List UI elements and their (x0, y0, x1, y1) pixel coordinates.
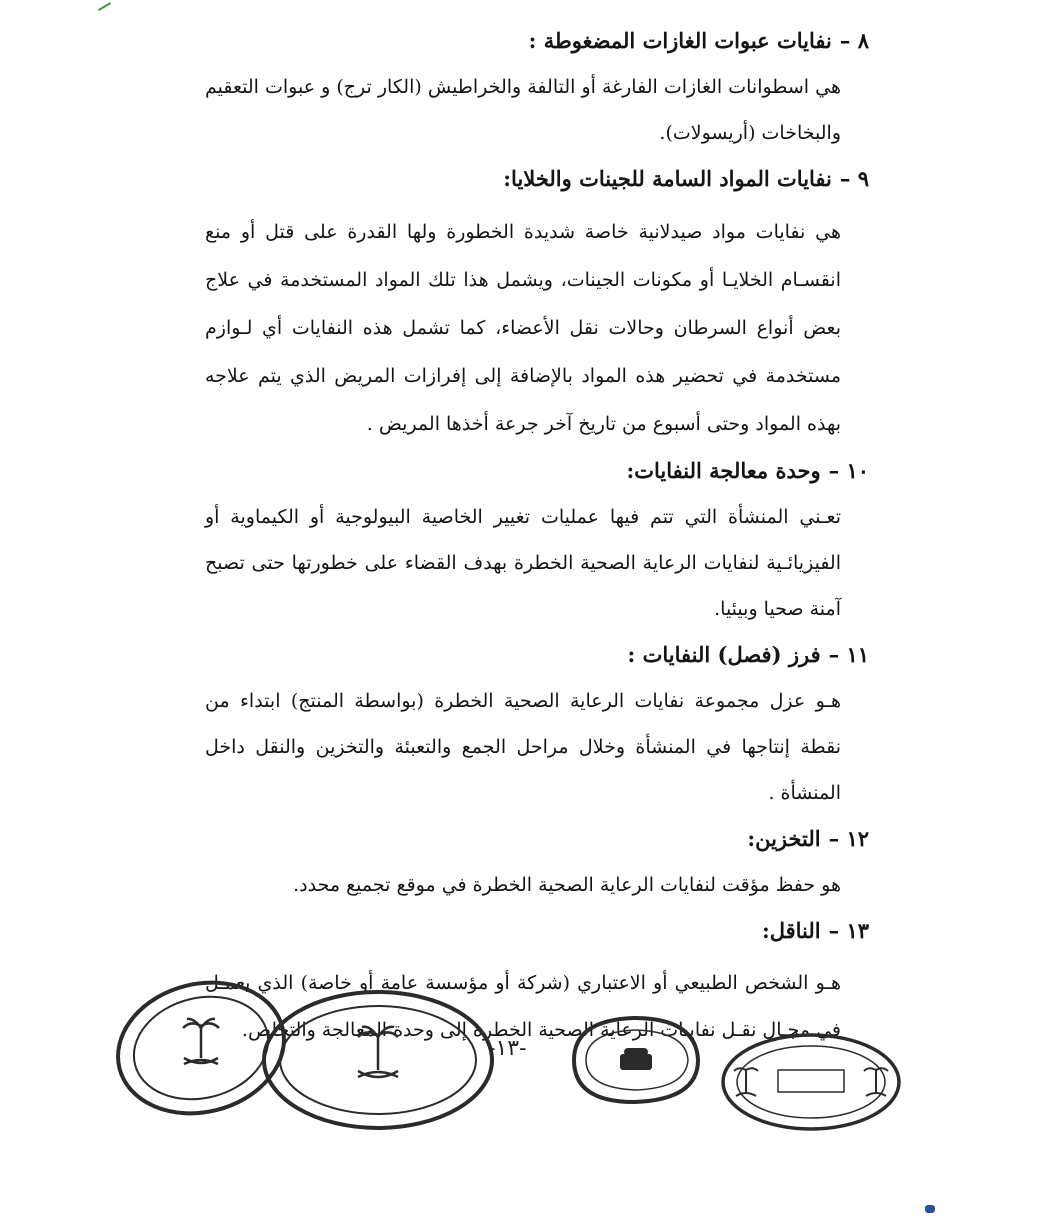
section-heading (205, 18, 869, 64)
stamp-shura-council (560, 1012, 710, 1107)
section-paragraph: هـو الشخص الطبيعي أو الاعتباري (شركة أو مؤسسة عامة أو خاصة) الذي يعمـل في مجـال نقـل نفايـات الرعاية الصحية الخطرة إلى وحدة المعالجة والتخلص. (205, 972, 841, 1041)
section-paragraph: هي نفايات مواد صيدلانية خاصة شديدة الخطورة ولها القدرة على قتل أو منع انقسـام الخلايـا أو مكونات الجينات، ويشمل هذا تلك المواد المستخدمة في علاج بعض أنواع السرطان وحالات نقل الأعضاء، كما تشمل هذه النفايات أي لـوازم مستخدمة في تحضير هذه المواد بالإضافة إلى إفرازات المريض الذي يتم علاجه بهذه المواد وحتى أسبوع من تاريخ آخر جرعة أخذها المريض . (205, 221, 841, 435)
section-title: نفايات المواد السامة للجينات والخلايا: (503, 166, 832, 191)
section-paragraph: هي اسطوانات الغازات الفارغة أو التالفة والخراطيش (الكار ترج) و عبوات التعقيم والبخاخات (أريسولات). (205, 76, 841, 144)
section-paragraph: تعـني المنشأة التي تتم فيها عمليات تغيير الخاصية البيولوجية أو الكيماوية أو الفيزيائـية لنفايات الرعاية الصحية الخطرة بهدف القضاء على خطورتها حتى تصبح آمنة صحيا وبيئيا. (205, 506, 841, 620)
stamp-diwan-presidency (718, 1030, 904, 1134)
corner-ink-mark (925, 1205, 935, 1213)
section-11 (205, 632, 869, 816)
section-title: نفايات عبوات الغازات المضغوطة : (528, 28, 832, 53)
section-paragraph: هـو عزل مجموعة نفايات الرعاية الصحية الخطرة (بواسطة المنتج) ابتداء من نقطة إنتاجها في المنشأة وخلال مراحل الجمع والتعبئة والتخزين والنقل داخل المنشأة . (205, 690, 841, 804)
document-body (205, 18, 869, 1054)
section-number: ٩ – (839, 166, 869, 191)
stamp-council-secretariat (112, 978, 290, 1118)
section-heading (205, 908, 869, 954)
stamp-experts-commission (258, 985, 498, 1135)
page-number: -١٣- (488, 1036, 527, 1061)
corner-tick-mark (95, 0, 111, 11)
section-12 (205, 816, 869, 908)
palm-swords-emblem-icon (183, 1019, 219, 1064)
section-8 (205, 18, 869, 156)
section-heading (205, 448, 869, 494)
section-number: ١٠ – (828, 458, 869, 483)
section-9 (205, 156, 869, 448)
building-icon (620, 1048, 652, 1070)
section-number: ٨ – (839, 28, 869, 53)
section-title: التخزين: (747, 826, 821, 851)
section-heading (205, 156, 869, 202)
section-10 (205, 448, 869, 632)
section-number: ١١ – (828, 642, 869, 667)
section-number: ١٢ – (828, 826, 869, 851)
section-number: ١٣ – (828, 918, 869, 943)
section-paragraph: هو حفظ مؤقت لنفايات الرعاية الصحية الخطرة في موقع تجميع محدد. (293, 874, 841, 896)
palm-swords-emblem-icon (358, 1027, 398, 1077)
section-heading (205, 632, 869, 678)
section-title: فرز (فصل) النفايات : (627, 642, 821, 667)
section-heading (205, 816, 869, 862)
section-title: وحدة معالجة النفايات: (626, 458, 821, 483)
section-title: الناقل: (761, 918, 821, 943)
